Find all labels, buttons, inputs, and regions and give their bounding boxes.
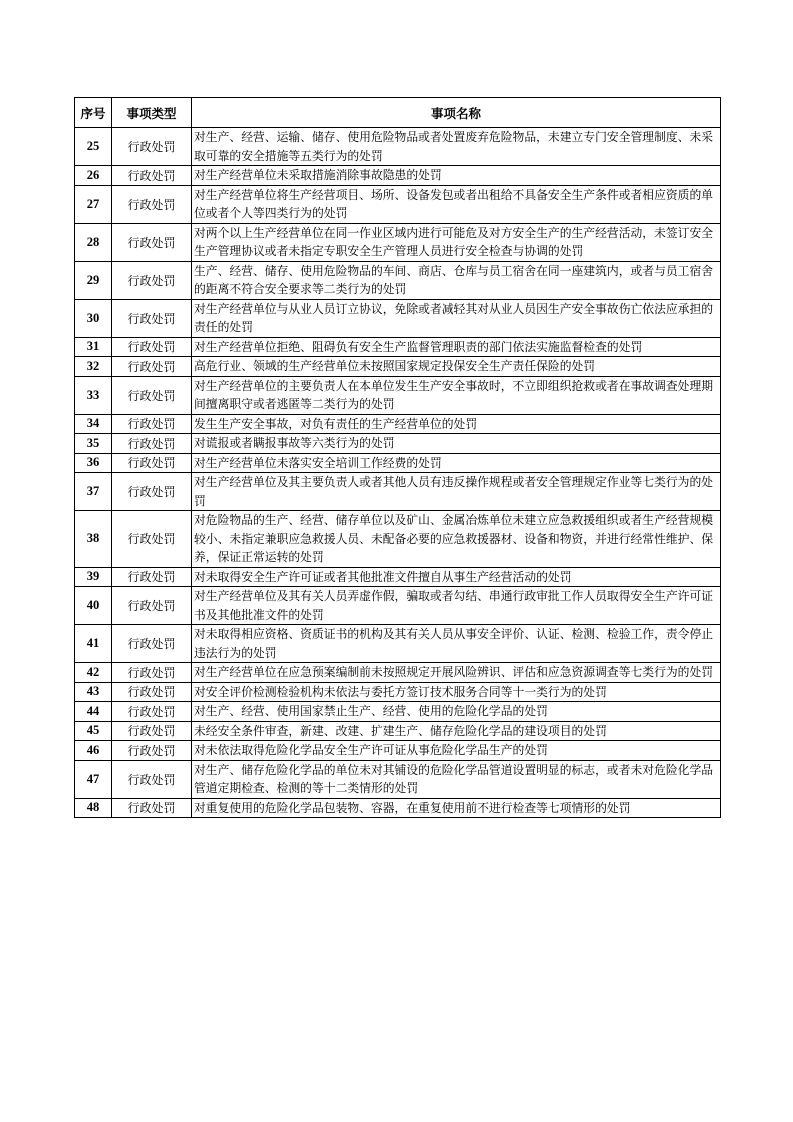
row-serial-number: 34 <box>75 414 112 434</box>
row-matter-type: 行政处罚 <box>112 337 192 357</box>
row-serial-number: 31 <box>75 337 112 357</box>
header-matter-name: 事项名称 <box>192 98 721 128</box>
row-matter-type: 行政处罚 <box>112 357 192 377</box>
table-row <box>75 357 721 377</box>
row-matter-type: 行政处罚 <box>112 453 192 473</box>
table-row <box>75 760 721 798</box>
table-row <box>75 682 721 702</box>
row-matter-type: 行政处罚 <box>112 625 192 663</box>
row-matter-type: 行政处罚 <box>112 261 192 299</box>
row-matter-type: 行政处罚 <box>112 682 192 702</box>
row-matter-type: 行政处罚 <box>112 414 192 434</box>
row-matter-name: 高危行业、领域的生产经营单位未按照国家规定投保安全生产责任保险的处罚 <box>192 357 721 377</box>
table-row <box>75 663 721 683</box>
row-matter-name: 对两个以上生产经营单位在同一作业区域内进行可能危及对方安全生产的生产经营活动，未签订安全生产管理协议或者未指定专职安全生产管理人员进行安全检查与协调的处罚 <box>192 223 721 261</box>
row-matter-type: 行政处罚 <box>112 434 192 454</box>
table-row <box>75 721 721 741</box>
row-matter-name: 对重复使用的危险化学品包装物、容器，在重复使用前不进行检查等七项情形的处罚 <box>192 798 721 818</box>
row-serial-number: 38 <box>75 511 112 568</box>
row-serial-number: 48 <box>75 798 112 818</box>
row-matter-name: 发生生产安全事故，对负有责任的生产经营单位的处罚 <box>192 414 721 434</box>
row-matter-name: 对生产经营单位在应急预案编制前未按照规定开展风险辨识、评估和应急资源调查等七类行为的处罚 <box>192 663 721 683</box>
row-serial-number: 47 <box>75 760 112 798</box>
row-matter-name: 对未依法取得危险化学品安全生产许可证从事危险化学品生产的处罚 <box>192 741 721 761</box>
row-serial-number: 44 <box>75 702 112 722</box>
row-matter-type: 行政处罚 <box>112 511 192 568</box>
row-matter-type: 行政处罚 <box>112 798 192 818</box>
row-serial-number: 45 <box>75 721 112 741</box>
row-matter-name: 对生产、经营、运输、储存、使用危险物品或者处置废弃危险物品，未建立专门安全管理制度、未采取可靠的安全措施等五类行为的处罚 <box>192 128 721 166</box>
table-row <box>75 166 721 186</box>
row-matter-name: 对未取得相应资格、资质证书的机构及其有关人员从事安全评价、认证、检测、检验工作，责令停止违法行为的处罚 <box>192 625 721 663</box>
row-serial-number: 32 <box>75 357 112 377</box>
row-matter-type: 行政处罚 <box>112 663 192 683</box>
row-matter-name: 对生产经营单位的主要负责人在本单位发生生产安全事故时，不立即组织抢救或者在事故调查处理期间擅离职守或者逃匿等二类行为的处罚 <box>192 376 721 414</box>
row-matter-name: 对危险物品的生产、经营、储存单位以及矿山、金属冶炼单位未建立应急救援组织或者生产经营规模较小、未指定兼职应急救援人员、未配备必要的应急救援器材、设备和物资，并进行经常性维护、保养，保证正常运转的处罚 <box>192 511 721 568</box>
row-matter-name: 对生产经营单位拒绝、阻碍负有安全生产监督管理职责的部门依法实施监督检查的处罚 <box>192 337 721 357</box>
row-matter-name: 对生产、经营、使用国家禁止生产、经营、使用的危险化学品的处罚 <box>192 702 721 722</box>
row-serial-number: 27 <box>75 185 112 223</box>
row-matter-type: 行政处罚 <box>112 760 192 798</box>
row-matter-type: 行政处罚 <box>112 223 192 261</box>
table-row <box>75 625 721 663</box>
row-serial-number: 35 <box>75 434 112 454</box>
row-matter-type: 行政处罚 <box>112 741 192 761</box>
row-matter-type: 行政处罚 <box>112 185 192 223</box>
row-serial-number: 26 <box>75 166 112 186</box>
table-header-row <box>75 98 721 128</box>
table-row <box>75 434 721 454</box>
row-serial-number: 28 <box>75 223 112 261</box>
row-matter-name: 对生产、储存危险化学品的单位未对其铺设的危险化学品管道设置明显的标志，或者未对危险化学品管道定期检查、检测的等十二类情形的处罚 <box>192 760 721 798</box>
table-body <box>75 128 721 818</box>
row-matter-type: 行政处罚 <box>112 721 192 741</box>
row-serial-number: 40 <box>75 587 112 625</box>
matters-table <box>74 97 721 818</box>
row-matter-type: 行政处罚 <box>112 567 192 587</box>
row-matter-name: 对生产经营单位及其有关人员弄虚作假，骗取或者勾结、串通行政审批工作人员取得安全生产许可证书及其他批准文件的处罚 <box>192 587 721 625</box>
row-matter-type: 行政处罚 <box>112 166 192 186</box>
row-serial-number: 29 <box>75 261 112 299</box>
table-row <box>75 128 721 166</box>
row-matter-name: 生产、经营、储存、使用危险物品的车间、商店、仓库与员工宿舍在同一座建筑内，或者与员工宿舍的距离不符合安全要求等二类行为的处罚 <box>192 261 721 299</box>
row-serial-number: 39 <box>75 567 112 587</box>
row-serial-number: 33 <box>75 376 112 414</box>
table-row <box>75 741 721 761</box>
row-matter-name: 对未取得安全生产许可证或者其他批准文件擅自从事生产经营活动的处罚 <box>192 567 721 587</box>
row-serial-number: 37 <box>75 473 112 511</box>
row-matter-name: 对谎报或者瞒报事故等六类行为的处罚 <box>192 434 721 454</box>
row-serial-number: 43 <box>75 682 112 702</box>
row-matter-type: 行政处罚 <box>112 128 192 166</box>
row-matter-name: 对生产经营单位及其主要负责人或者其他人员有违反操作规程或者安全管理规定作业等七类行为的处罚 <box>192 473 721 511</box>
table-row <box>75 798 721 818</box>
table-row <box>75 702 721 722</box>
table-row <box>75 511 721 568</box>
row-matter-type: 行政处罚 <box>112 376 192 414</box>
row-matter-type: 行政处罚 <box>112 299 192 337</box>
row-matter-name: 对生产经营单位未采取措施消除事故隐患的处罚 <box>192 166 721 186</box>
table-row <box>75 414 721 434</box>
table-row <box>75 473 721 511</box>
table-row <box>75 223 721 261</box>
row-matter-type: 行政处罚 <box>112 702 192 722</box>
row-serial-number: 41 <box>75 625 112 663</box>
table-row <box>75 376 721 414</box>
table-row <box>75 185 721 223</box>
table-row <box>75 261 721 299</box>
row-matter-type: 行政处罚 <box>112 587 192 625</box>
row-matter-name: 对生产经营单位未落实安全培训工作经费的处罚 <box>192 453 721 473</box>
row-serial-number: 42 <box>75 663 112 683</box>
header-matter-type: 事项类型 <box>112 98 192 128</box>
row-matter-type: 行政处罚 <box>112 473 192 511</box>
table-row <box>75 587 721 625</box>
row-serial-number: 46 <box>75 741 112 761</box>
table-row <box>75 337 721 357</box>
table-row <box>75 453 721 473</box>
row-serial-number: 36 <box>75 453 112 473</box>
row-serial-number: 30 <box>75 299 112 337</box>
row-matter-name: 对生产经营单位将生产经营项目、场所、设备发包或者出租给不具备安全生产条件或者相应资质的单位或者个人等四类行为的处罚 <box>192 185 721 223</box>
table-row <box>75 299 721 337</box>
row-matter-name: 未经安全条件审查，新建、改建、扩建生产、储存危险化学品的建设项目的处罚 <box>192 721 721 741</box>
row-matter-name: 对安全评价检测检验机构未依法与委托方签订技术服务合同等十一类行为的处罚 <box>192 682 721 702</box>
row-serial-number: 25 <box>75 128 112 166</box>
table-row <box>75 567 721 587</box>
header-serial-number: 序号 <box>75 98 112 128</box>
row-matter-name: 对生产经营单位与从业人员订立协议，免除或者减轻其对从业人员因生产安全事故伤亡依法应承担的责任的处罚 <box>192 299 721 337</box>
